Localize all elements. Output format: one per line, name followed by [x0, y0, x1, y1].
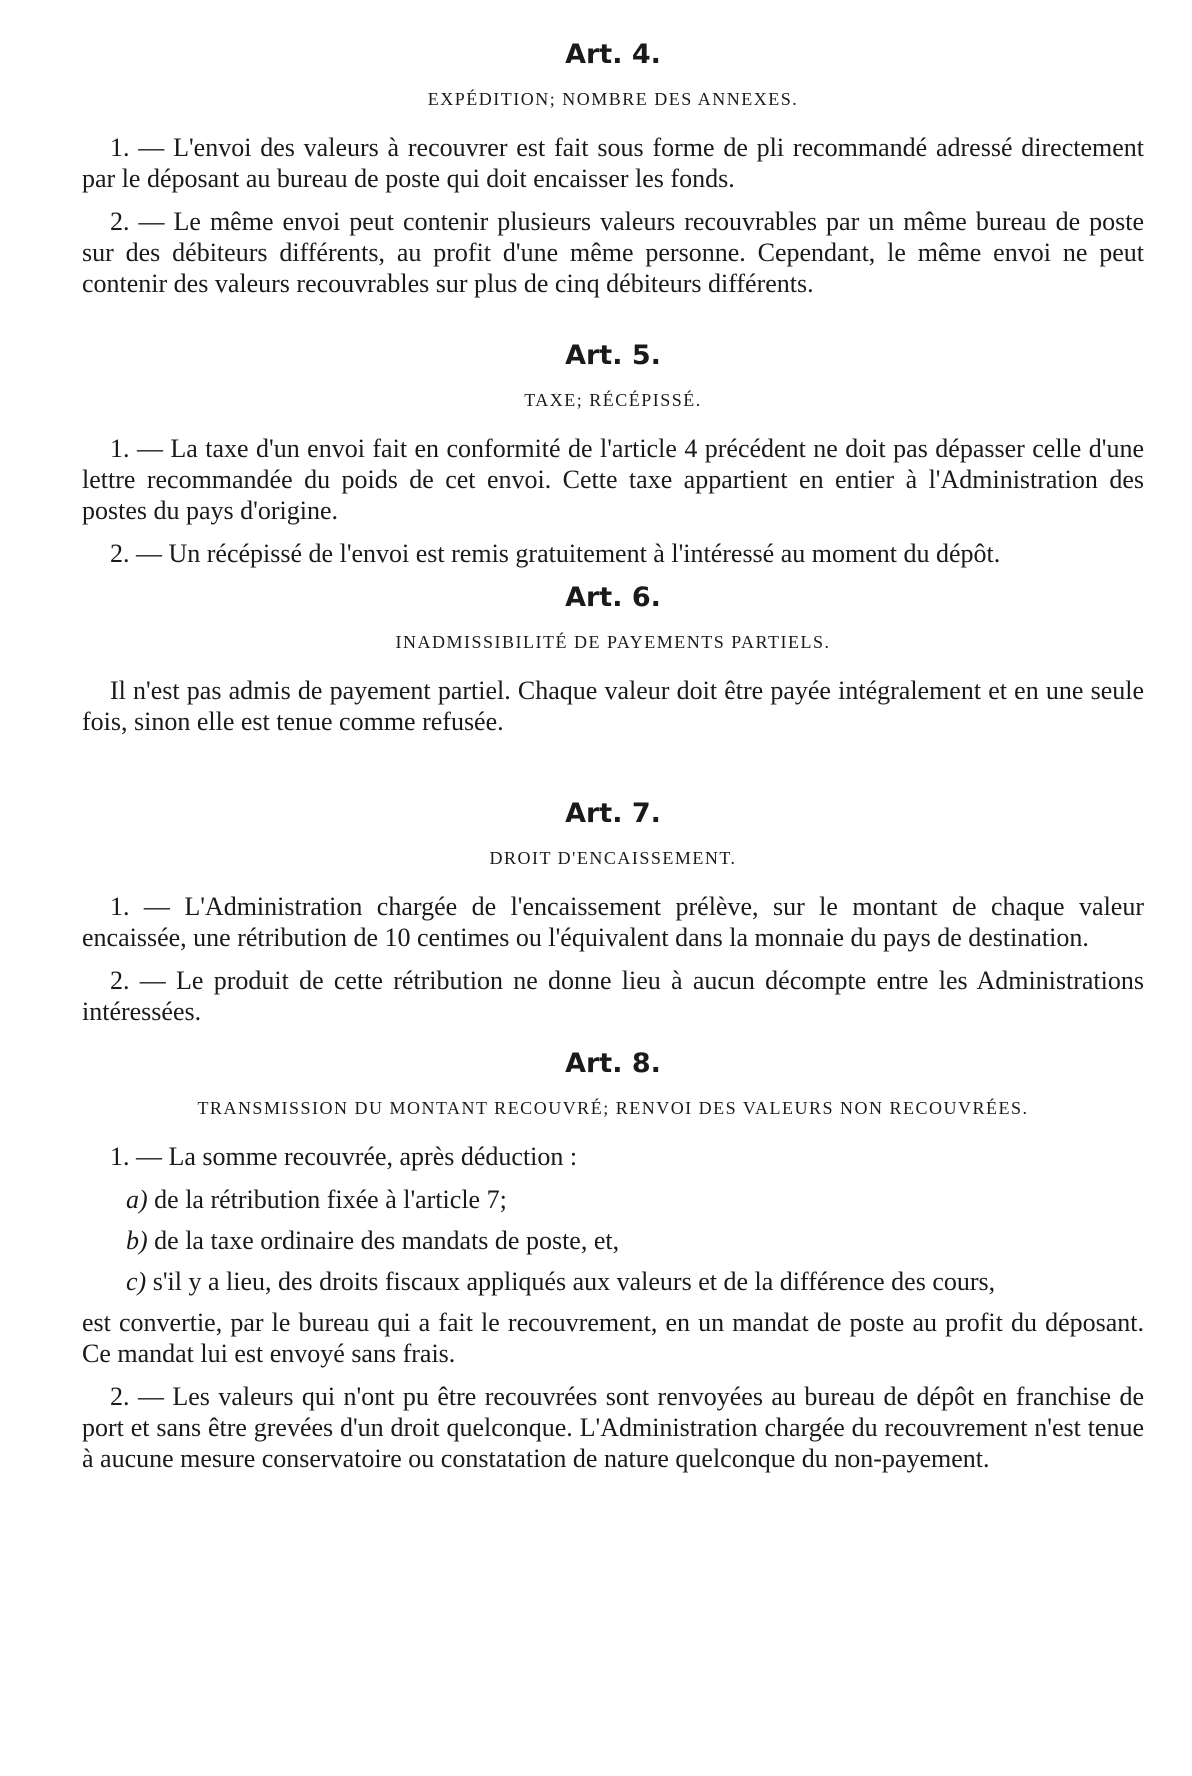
paragraph: 1. — La taxe d'un envoi fait en conformité de l'article 4 précédent ne doit pas dépasser celle d'une lettre recommandée du poids de cet envoi. Cette taxe appartient en entier à l'Administration des postes du pays d'origine. [82, 434, 1144, 525]
article-7 [82, 797, 1144, 1027]
article-title: Art. 5. [565, 340, 661, 371]
paragraph: 2. — Un récépissé de l'envoi est remis gratuitement à l'intéressé au moment du dépôt. [110, 539, 1001, 568]
article-subtitle: DROIT D'ENCAISSEMENT. [489, 848, 737, 868]
paragraph-continuation: est convertie, par le bureau qui a fait le recouvrement, en un mandat de poste au profit du déposant. Ce mandat lui est envoyé sans frais. [82, 1308, 1144, 1368]
list-letter: c) [126, 1267, 147, 1296]
list-text: s'il y a lieu, des droits fiscaux appliqués aux valeurs et de la différence des cours, [152, 1267, 996, 1296]
article-title: Art. 6. [565, 582, 661, 613]
list-letter: a) [126, 1185, 148, 1214]
paragraph: 2. — Le produit de cette rétribution ne donne lieu à aucun décompte entre les Administrations intéressées. [82, 966, 1144, 1026]
list-item [82, 1266, 1144, 1297]
list-letter: b) [126, 1226, 148, 1255]
article-title: Art. 8. [565, 1048, 661, 1079]
paragraph: 2. — Le même envoi peut contenir plusieurs valeurs recouvrables par un même bureau de poste sur des débiteurs différents, au profit d'une même personne. Cependant, le même envoi ne peut contenir des valeurs recouvrables sur plus de cinq débiteurs différents. [82, 207, 1144, 298]
article-title: Art. 7. [565, 798, 661, 829]
list-text: de la rétribution fixée à l'article 7; [154, 1185, 507, 1214]
paragraph: 1. — L'envoi des valeurs à recouvrer est fait sous forme de pli recommandé adressé directement par le déposant au bureau de poste qui doit encaisser les fonds. [82, 133, 1144, 193]
list-text: de la taxe ordinaire des mandats de poste, et, [154, 1226, 620, 1255]
paragraph: Il n'est pas admis de payement partiel. Chaque valeur doit être payée intégralement et en une seule fois, sinon elle est tenue comme refusée. [82, 676, 1144, 736]
article-4 [82, 38, 1144, 299]
article-subtitle: EXPÉDITION; NOMBRE DES ANNEXES. [427, 89, 799, 109]
article-subtitle: INADMISSIBILITÉ DE PAYEMENTS PARTIELS. [395, 632, 831, 652]
article-title: Art. 4. [565, 39, 661, 70]
article-subtitle: TRANSMISSION DU MONTANT RECOUVRÉ; RENVOI DES VALEURS NON RECOUVRÉES. [197, 1098, 1029, 1118]
article-8 [82, 1047, 1144, 1474]
article-subtitle: TAXE; RÉCÉPISSÉ. [524, 390, 702, 410]
article-6 [82, 581, 1144, 737]
list-item [82, 1225, 1144, 1256]
list-item [82, 1184, 1144, 1215]
paragraph: 2. — Les valeurs qui n'ont pu être recouvrées sont renvoyées au bureau de dépôt en franchise de port et sans être grevées d'un droit quelconque. L'Administration chargée du recouvrement n'est tenue à aucune mesure conservatoire ou constatation de nature quelconque du non-payement. [82, 1382, 1144, 1473]
article-5 [82, 339, 1144, 569]
paragraph: 1. — L'Administration chargée de l'encaissement prélève, sur le montant de chaque valeur encaissée, une rétribution de 10 centimes ou l'équivalent dans la monnaie du pays de destination. [82, 892, 1144, 952]
paragraph-intro: 1. — La somme recouvrée, après déduction : [110, 1142, 578, 1171]
deduction-list [82, 1184, 1144, 1297]
